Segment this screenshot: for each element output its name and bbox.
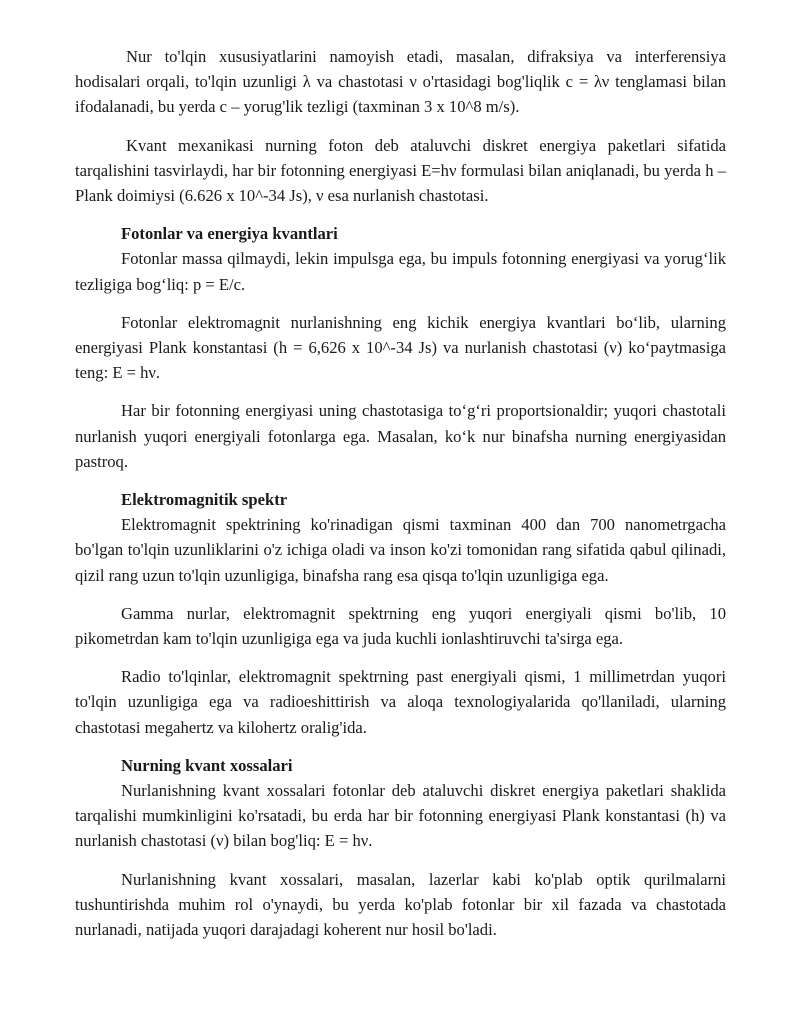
heading-spectrum: Elektromagnitik spektr	[121, 490, 288, 510]
document-page	[75, 44, 726, 942]
heading-quantum-properties: Nurning kvant xossalari	[121, 755, 293, 775]
paragraph-wave-properties: Nur to'lqin xususiyatlarini namoyish etadi, masalan, difraksiya va interferensiya hodisalari orqali, to'lqin uzunligi λ va chastotasi ν o'rtasidagi bog'liqlik c = λν tenglamasi bilan ifodalanadi, bu yerda c – yorug'lik tezligi (taxminan 3 x 10^8 m/s).	[75, 47, 726, 117]
paragraph-quantum-mechanics: Kvant mexanikasi nurning foton deb ataluvchi diskret energiya paketlari sifatida tarqalishini tasvirlaydi, har bir fotonning energiyasi E=hν formulasi bilan aniqlanadi, bu yerda h – Plank doimiysi (6.626 x 10^-34 Js), ν esa nurlanish chastotasi.	[75, 135, 726, 206]
paragraph-quantum-packets: Nurlanishning kvant xossalari fotonlar deb ataluvchi diskret energiya paketlari shaklida tarqalishi mumkinligini ko'rsatadi, bu erda har bir fotonning energiyasi Plank konstantasi (h) va nurlanish chastotasi (ν) bilan bog'liq: E = hν.	[75, 781, 726, 851]
heading-photons: Fotonlar va energiya kvantlari	[121, 224, 338, 244]
paragraph-photon-frequency: Har bir fotonning energiyasi uning chastotasiga to‘g‘ri proportsionaldir; yuqori chastotali nurlanish yuqori energiyali fotonlarga ega. Masalan, ko‘k nur binafsha nurning energiyasidan pastroq.	[75, 401, 726, 471]
paragraph-visible-spectrum: Elektromagnit spektrining ko'rinadigan qismi taxminan 400 dan 700 nanometrgacha bo'lgan to'lqin uzunliklarini o'z ichiga oladi va inson ko'zi tomonidan rang sifatida qabul qilinadi, qizil rang uzun to'lqin uzunligiga, binafsha rang esa qisqa to'lqin uzunligiga ega.	[75, 515, 726, 585]
paragraph-lasers: Nurlanishning kvant xossalari, masalan, lazerlar kabi ko'plab optik qurilmalarni tushuntirishda muhim rol o'ynaydi, bu yerda ko'plab fotonlar bir xil fazada va chastotada nurlanadi, natijada yuqori darajadagi koherent nur hosil bo'ladi.	[75, 869, 726, 940]
paragraph-radio-waves: Radio to'lqinlar, elektromagnit spektrning past energiyali qismi, 1 millimetrdan yuqori to'lqin uzunligiga ega va radioeshittirish va aloqa texnologiyalarida qo'llaniladi, ularning chastotasi megahertz va kilohertz oralig'ida.	[75, 667, 726, 737]
paragraph-photon-momentum: Fotonlar massa qilmaydi, lekin impulsga ega, bu impuls fotonning energiyasi va yorug‘lik tezligiga bog‘liq: p = E/c.	[75, 249, 726, 294]
paragraph-photon-energy-quanta: Fotonlar elektromagnit nurlanishning eng kichik energiya kvantlari bo‘lib, ularning energiyasi Plank konstantasi (h = 6,626 x 10^-34 Js) va nurlanish chastotasi (ν) ko‘paytmasiga teng: E = hν.	[75, 312, 726, 383]
paragraph-gamma-rays: Gamma nurlar, elektromagnit spektrning eng yuqori energiyali qismi bo'lib, 10 pikometrdan kam to'lqin uzunligiga ega va juda kuchli ionlashtiruvchi ta'sirga ega.	[75, 603, 726, 649]
